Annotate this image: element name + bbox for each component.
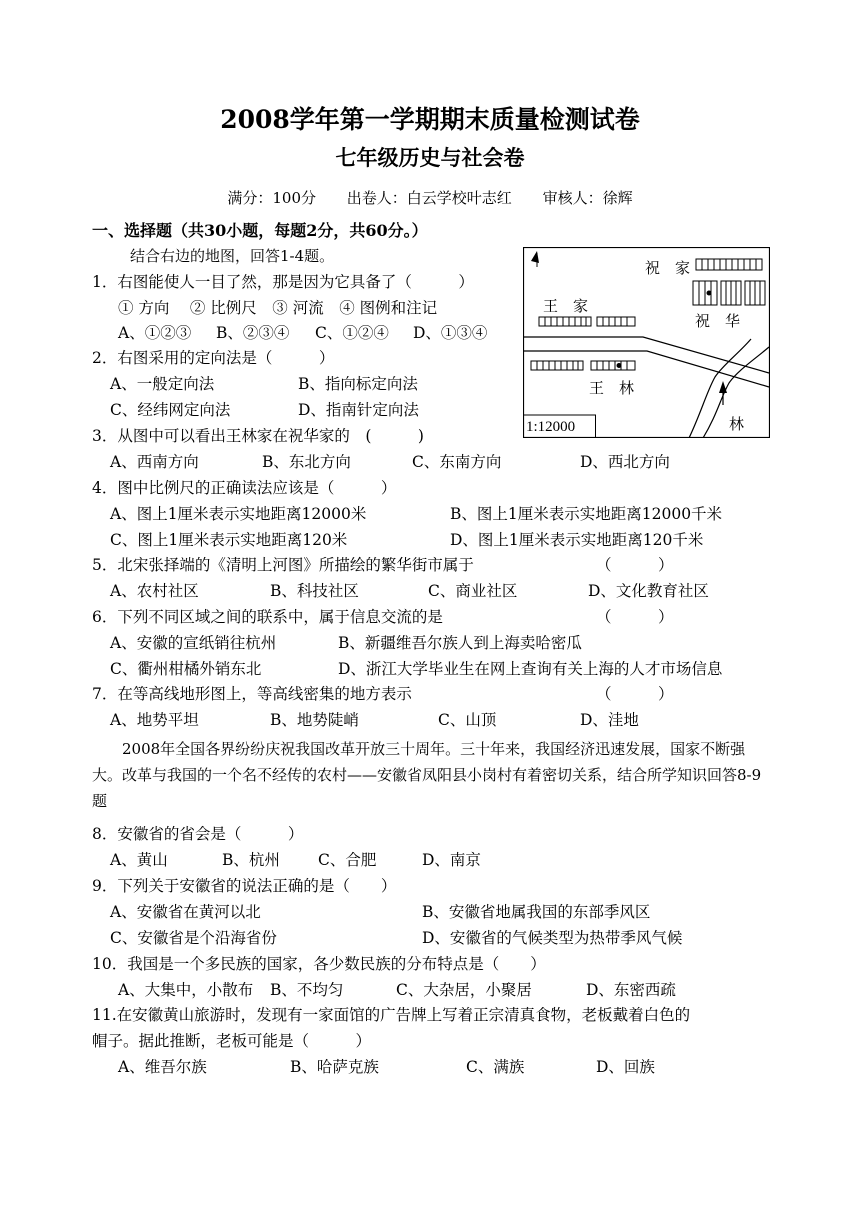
house-block-wanglin <box>531 361 635 370</box>
q5-option-c[interactable]: C、商业社区 <box>428 582 518 600</box>
q11-option-d[interactable]: D、回族 <box>596 1058 655 1076</box>
q4-option-a[interactable]: A、图上1厘米表示实地距离12000米 <box>110 505 367 523</box>
q7-answer-blank: （ ） <box>596 685 674 703</box>
author: 出卷人：白云学校叶志红 <box>346 189 512 207</box>
q6-answer-blank: （ ） <box>596 608 674 626</box>
q7-option-c[interactable]: C、山顶 <box>438 711 497 729</box>
q6-option-b[interactable]: B、新疆维吾尔族人到上海卖哈密瓜 <box>338 634 582 652</box>
q8-option-a[interactable]: A、黄山 <box>110 851 168 869</box>
q4-stem: 4．图中比例尺的正确读法应该是（ ） <box>92 479 397 497</box>
map-label-lin: 林 <box>729 415 745 433</box>
q11-option-a[interactable]: A、维吾尔族 <box>118 1058 207 1076</box>
q2-stem: 2．右图采用的定向法是（ ） <box>92 349 335 367</box>
house-block-zhujia <box>696 259 762 270</box>
q7-stem: 7．在等高线地形图上，等高线密集的地方表示 <box>92 685 412 703</box>
q10-option-c[interactable]: C、大杂居，小聚居 <box>396 981 532 999</box>
q9-option-c[interactable]: C、安徽省是个沿海省份 <box>110 929 277 947</box>
q2-option-b[interactable]: B、指向标定向法 <box>298 375 418 393</box>
q1-option-d[interactable]: D、①③④ <box>413 324 488 342</box>
q8-option-b[interactable]: B、杭州 <box>222 851 280 869</box>
q2-option-a[interactable]: A、一般定向法 <box>110 375 215 393</box>
map-intro: 结合右边的地图，回答1-4题。 <box>130 247 335 265</box>
map-label-wangjia: 王 家 <box>543 297 589 315</box>
q8-option-d[interactable]: D、南京 <box>422 851 481 869</box>
q2-option-c[interactable]: C、经纬网定向法 <box>110 401 231 419</box>
q7-option-d[interactable]: D、洼地 <box>580 711 639 729</box>
q4-option-b[interactable]: B、图上1厘米表示实地距离12000千米 <box>450 505 723 523</box>
q3-stem: 3．从图中可以看出王林家在祝华家的 ( ) <box>92 427 424 445</box>
q9-option-d[interactable]: D、安徽省的气候类型为热带季风气候 <box>422 929 683 947</box>
q4-option-d[interactable]: D、图上1厘米表示实地距离120千米 <box>450 531 704 549</box>
q9-option-b[interactable]: B、安徽省地属我国的东部季风区 <box>422 903 651 921</box>
map-label-zhujia: 祝 家 <box>645 259 691 277</box>
q3-option-c[interactable]: C、东南方向 <box>412 453 502 471</box>
q11-stem-line2: 帽子。据此推断，老板可能是（ ） <box>92 1032 372 1050</box>
q1-option-b[interactable]: B、②③④ <box>216 324 290 342</box>
north-arrow-icon <box>531 251 539 267</box>
q7-option-b[interactable]: B、地势陡峭 <box>270 711 359 729</box>
q11-option-c[interactable]: C、满族 <box>466 1058 525 1076</box>
exam-meta <box>0 187 860 208</box>
reading-passage: 2008年全国各界纷纷庆祝我国改革开放三十周年。三十年来，我国经济迅速发展，国家不断强大。改革与我国的一个名不经传的农村——安徽省凤阳县小岗村有着密切关系，结合所学知识回答8-9题 <box>92 740 762 810</box>
map-scale: 1:12000 <box>526 419 576 435</box>
q7-option-a[interactable]: A、地势平坦 <box>110 711 199 729</box>
q9-option-a[interactable]: A、安徽省在黄河以北 <box>110 903 261 921</box>
exam-subtitle: 七年级历史与社会卷 <box>335 145 525 170</box>
reviewer: 审核人：徐辉 <box>542 189 633 207</box>
q10-option-a[interactable]: A、大集中，小散布 <box>118 981 254 999</box>
q1-option-a[interactable]: A、①②③ <box>118 324 192 342</box>
house-block-wangjia <box>539 317 635 326</box>
map-figure <box>523 247 770 438</box>
map-label-wanglin: 王 林 <box>589 379 635 397</box>
q2-option-d[interactable]: D、指南针定向法 <box>298 401 419 419</box>
q11-option-b[interactable]: B、哈萨克族 <box>290 1058 379 1076</box>
q3-option-d[interactable]: D、西北方向 <box>580 453 670 471</box>
q3-option-b[interactable]: B、东北方向 <box>262 453 351 471</box>
q10-option-b[interactable]: B、不均匀 <box>270 981 344 999</box>
full-score: 满分：100分 <box>227 189 317 207</box>
q3-option-a[interactable]: A、西南方向 <box>110 453 199 471</box>
q1-option-c[interactable]: C、①②④ <box>315 324 389 342</box>
q1-items: ① 方向 ② 比例尺 ③ 河流 ④ 图例和注记 <box>118 299 438 317</box>
exam-title: 2008学年第一学期期末质量检测试卷 <box>220 105 640 134</box>
q6-option-d[interactable]: D、浙江大学毕业生在网上查询有关上海的人才市场信息 <box>338 660 723 678</box>
q6-option-c[interactable]: C、衢州柑橘外销东北 <box>110 660 262 678</box>
q5-option-a[interactable]: A、农村社区 <box>110 582 199 600</box>
q6-stem: 6．下列不同区域之间的联系中，属于信息交流的是 <box>92 608 443 626</box>
q10-stem: 10．我国是一个多民族的国家，各少数民族的分布特点是（ ） <box>92 955 546 973</box>
q5-option-d[interactable]: D、文化教育社区 <box>588 582 709 600</box>
q1-stem: 1．右图能使人一目了然，那是因为它具备了（ ） <box>92 273 474 291</box>
q5-option-b[interactable]: B、科技社区 <box>270 582 359 600</box>
q5-stem: 5．北宋张择端的《清明上河图》所描绘的繁华街市属于 <box>92 556 474 574</box>
q6-option-a[interactable]: A、安徽的宣纸销往杭州 <box>110 634 277 652</box>
q11-stem-line1: 11.在安徽黄山旅游时，发现有一家面馆的广告牌上写着正宗清真食物，老板戴着白色的 <box>92 1006 691 1024</box>
section-title: 一、选择题（共30小题，每题2分，共60分。） <box>92 221 428 240</box>
q5-answer-blank: （ ） <box>596 556 674 574</box>
q9-stem: 9．下列关于安徽省的说法正确的是（ ） <box>92 877 397 895</box>
map-label-zhuhua: 祝 华 <box>695 312 741 330</box>
q10-option-d[interactable]: D、东密西疏 <box>586 981 676 999</box>
q8-stem: 8．安徽省的省会是（ ） <box>92 825 304 843</box>
house-block-zhuhua <box>693 281 765 305</box>
q8-option-c[interactable]: C、合肥 <box>318 851 377 869</box>
q4-option-c[interactable]: C、图上1厘米表示实地距离120米 <box>110 531 348 549</box>
